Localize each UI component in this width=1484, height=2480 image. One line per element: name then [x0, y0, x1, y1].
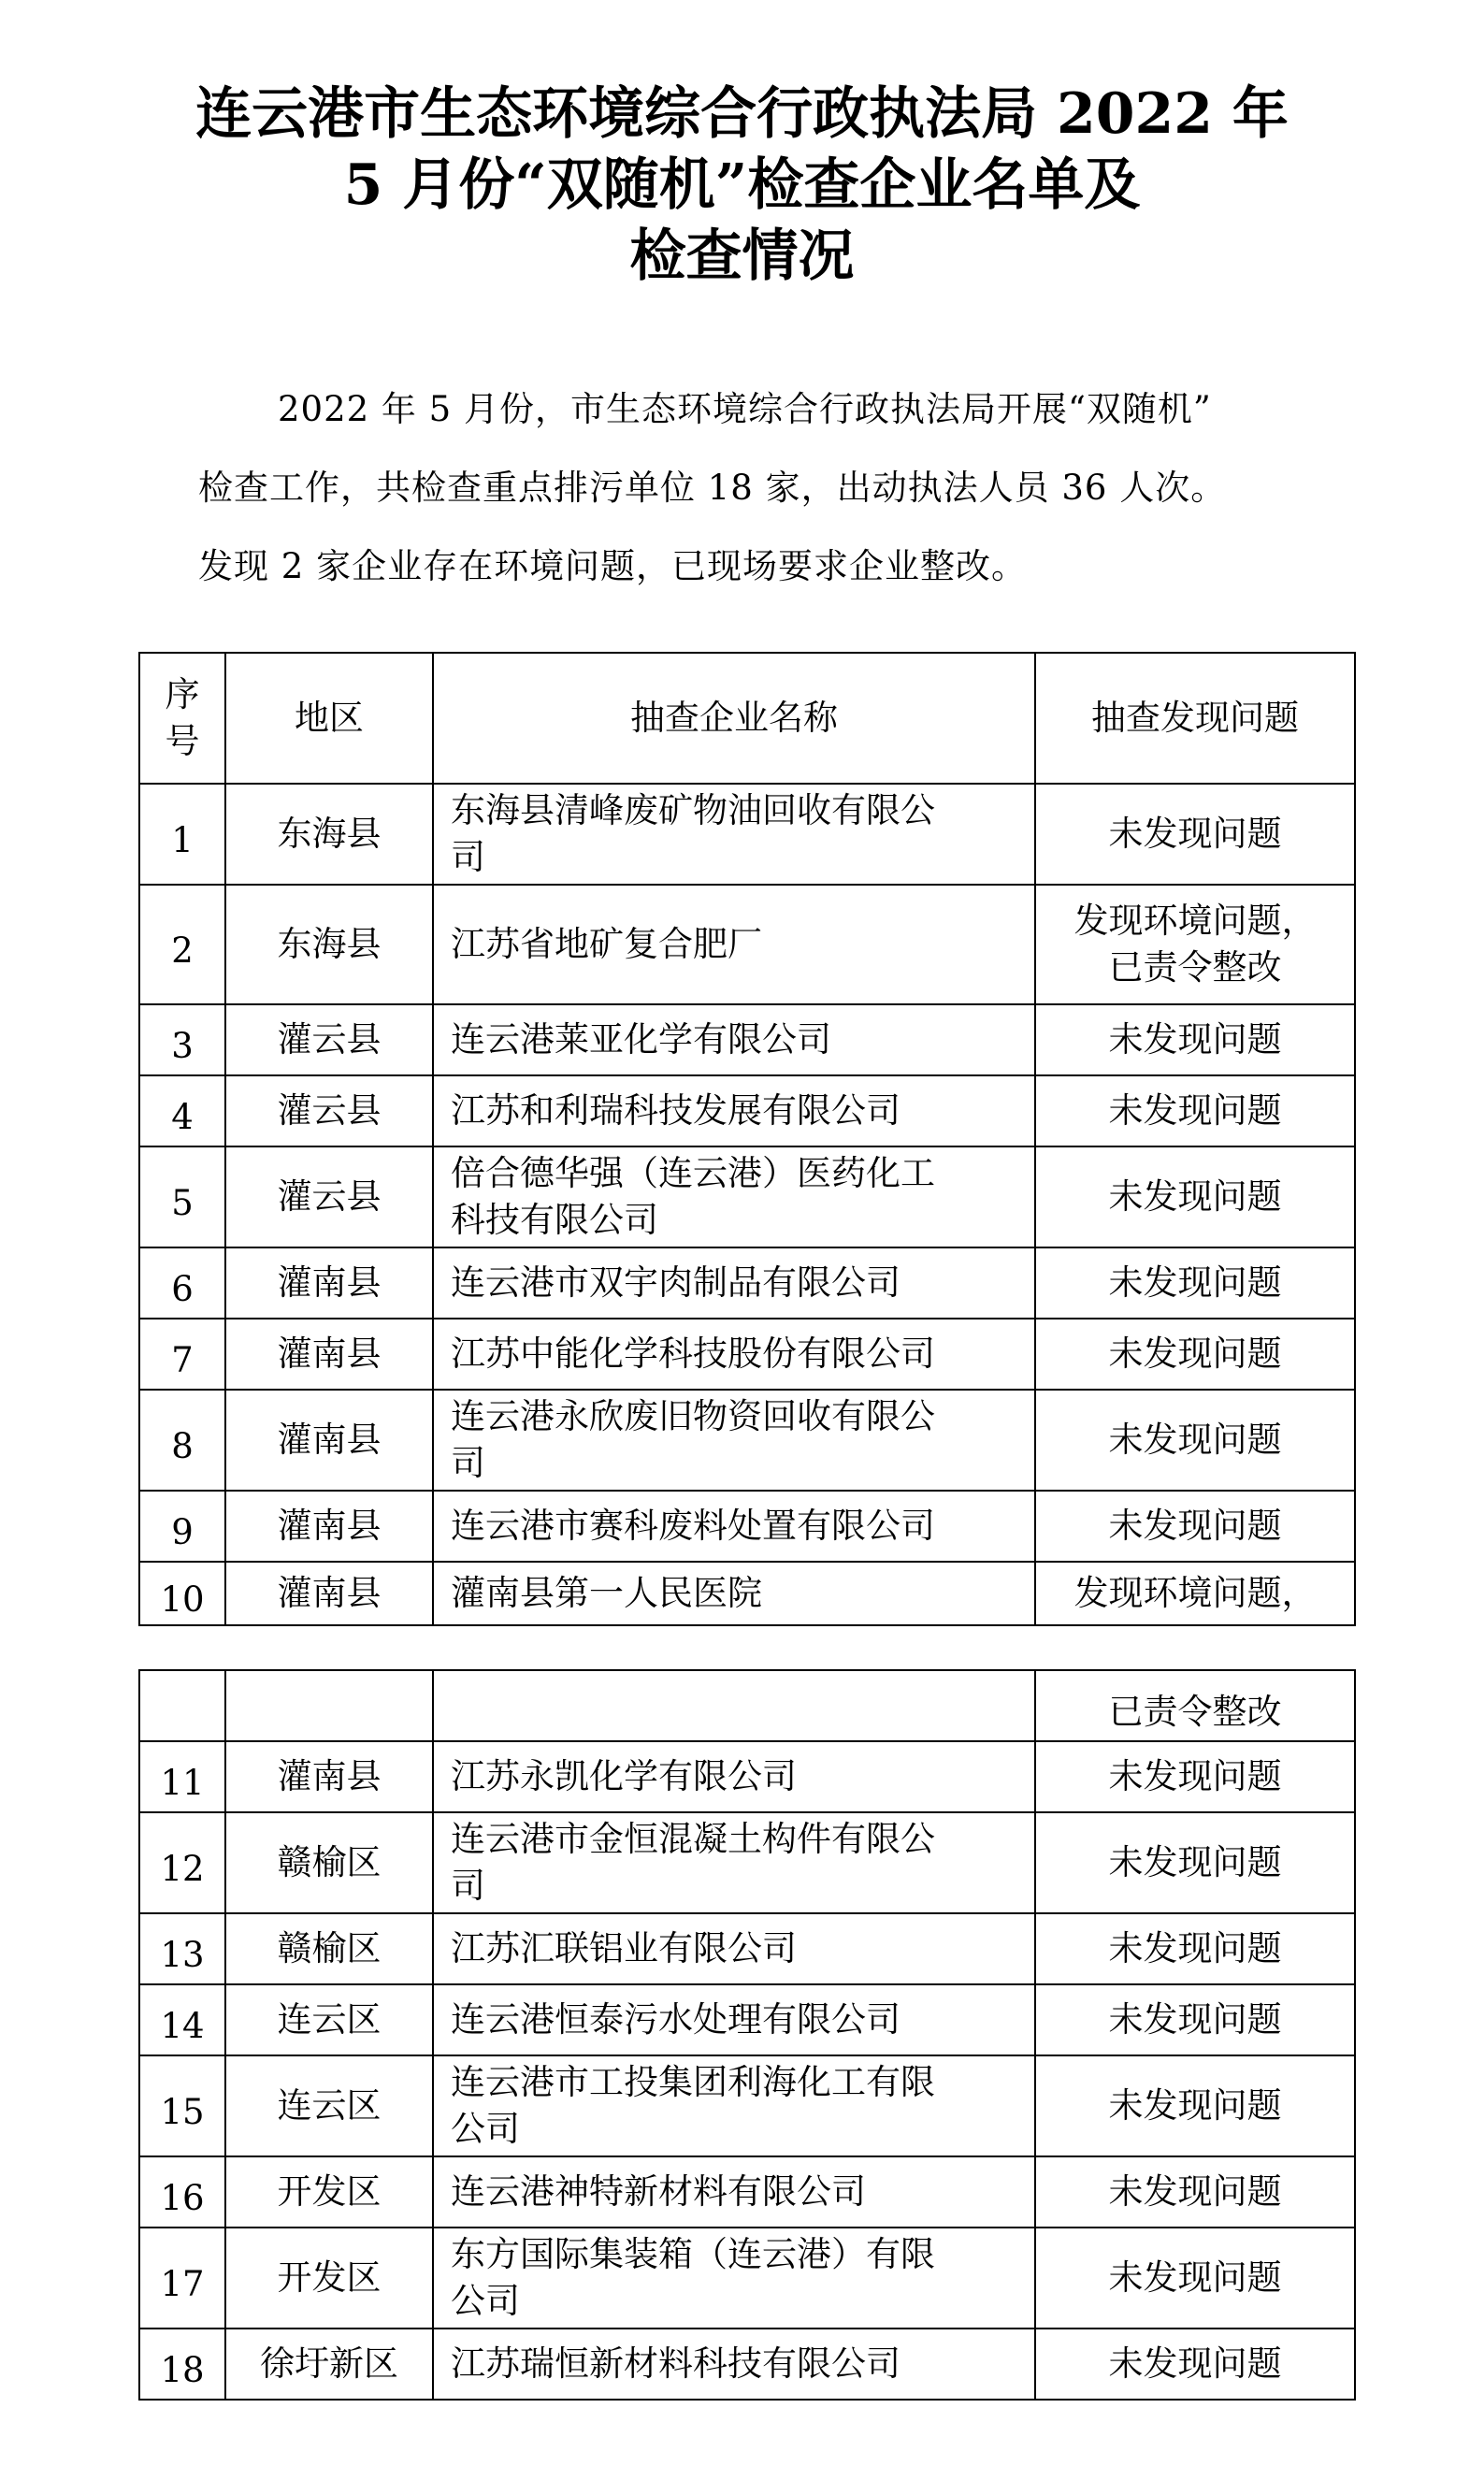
row-region: 灌南县	[225, 1741, 433, 1812]
row-number: 3	[139, 1004, 225, 1075]
page-title	[0, 79, 1484, 292]
row-region: 灌南县	[225, 1390, 433, 1491]
row-result: 未发现问题	[1035, 1491, 1355, 1562]
row-region: 东海县	[225, 885, 433, 1004]
intro-line-1: 2022 年 5 月份，市生态环境综合行政执法局开展“双随机”	[278, 389, 1212, 429]
table-row	[139, 1812, 1355, 1913]
row-result: 未发现问题	[1035, 2156, 1355, 2228]
row-result: 发现环境问题，	[1035, 1562, 1355, 1625]
row-result: 已责令整改	[1035, 1670, 1355, 1741]
row-company: 连云港恒泰污水处理有限公司	[433, 1984, 1035, 2055]
row-number: 10	[139, 1562, 225, 1625]
row-company: 江苏瑞恒新材料科技有限公司	[433, 2329, 1035, 2400]
table-row	[139, 1319, 1355, 1390]
row-result: 未发现问题	[1035, 2329, 1355, 2400]
table-row	[139, 2329, 1355, 2400]
title-line-2: 5 月份“双随机”检查企业名单及	[343, 152, 1141, 218]
row-region: 灌云县	[225, 1075, 433, 1146]
row-company: 江苏汇联铝业有限公司	[433, 1913, 1035, 1984]
row-result: 发现环境问题， 已责令整改	[1035, 885, 1355, 1004]
row-company: 连云港市工投集团利海化工有限 公司	[433, 2055, 1035, 2156]
table-row	[139, 1146, 1355, 1247]
row-region: 灌南县	[225, 1562, 433, 1625]
table-row	[139, 885, 1355, 1004]
row-number: 12	[139, 1812, 225, 1913]
row-company: 连云港莱亚化学有限公司	[433, 1004, 1035, 1075]
row-company: 连云港市双宇肉制品有限公司	[433, 1247, 1035, 1319]
header-result: 抽查发现问题	[1035, 653, 1355, 784]
row-result: 未发现问题	[1035, 1247, 1355, 1319]
row-result: 未发现问题	[1035, 1812, 1355, 1913]
row-number: 17	[139, 2228, 225, 2329]
row-region: 灌南县	[225, 1319, 433, 1390]
row-company: 江苏和利瑞科技发展有限公司	[433, 1075, 1035, 1146]
inspection-table-part-1	[138, 652, 1356, 1626]
table-row	[139, 1075, 1355, 1146]
row-result: 未发现问题	[1035, 1913, 1355, 1984]
row-company: 江苏省地矿复合肥厂	[433, 885, 1035, 1004]
row-company: 连云港市赛科废料处置有限公司	[433, 1491, 1035, 1562]
row-number: 11	[139, 1741, 225, 1812]
row-result: 未发现问题	[1035, 1390, 1355, 1491]
row-region: 赣榆区	[225, 1812, 433, 1913]
table-header-row	[139, 653, 1355, 784]
row-number: 13	[139, 1913, 225, 1984]
row-region	[225, 1670, 433, 1741]
row-result: 未发现问题	[1035, 1984, 1355, 2055]
row-number: 7	[139, 1319, 225, 1390]
table-row	[139, 1913, 1355, 1984]
row-company: 连云港神特新材料有限公司	[433, 2156, 1035, 2228]
row-number: 8	[139, 1390, 225, 1491]
row-company: 东方国际集装箱（连云港）有限 公司	[433, 2228, 1035, 2329]
intro-paragraph	[198, 370, 1325, 606]
row-result: 未发现问题	[1035, 2055, 1355, 2156]
row-number: 6	[139, 1247, 225, 1319]
row-number: 1	[139, 784, 225, 885]
row-result: 未发现问题	[1035, 1075, 1355, 1146]
row-company: 灌南县第一人民医院	[433, 1562, 1035, 1625]
row-number: 9	[139, 1491, 225, 1562]
row-region: 灌南县	[225, 1247, 433, 1319]
table-row	[139, 1004, 1355, 1075]
row-region: 东海县	[225, 784, 433, 885]
intro-line-2: 检查工作，共检查重点排污单位 18 家，出动执法人员 36 人次。	[198, 468, 1227, 508]
row-region: 开发区	[225, 2156, 433, 2228]
header-region: 地区	[225, 653, 433, 784]
table-row	[139, 1984, 1355, 2055]
row-number: 5	[139, 1146, 225, 1247]
header-no: 序 号	[139, 653, 225, 784]
row-company	[433, 1670, 1035, 1741]
row-company: 东海县清峰废矿物油回收有限公 司	[433, 784, 1035, 885]
row-region: 灌南县	[225, 1491, 433, 1562]
row-result: 未发现问题	[1035, 784, 1355, 885]
row-result: 未发现问题	[1035, 1741, 1355, 1812]
row-number: 15	[139, 2055, 225, 2156]
row-number: 4	[139, 1075, 225, 1146]
row-company: 连云港市金恒混凝土构件有限公 司	[433, 1812, 1035, 1913]
row-company: 江苏中能化学科技股份有限公司	[433, 1319, 1035, 1390]
row-region: 连云区	[225, 1984, 433, 2055]
table-row	[139, 784, 1355, 885]
row-region: 灌云县	[225, 1004, 433, 1075]
row-region: 开发区	[225, 2228, 433, 2329]
table-row	[139, 1562, 1355, 1625]
row-company: 江苏永凯化学有限公司	[433, 1741, 1035, 1812]
row-region: 灌云县	[225, 1146, 433, 1247]
title-line-3: 检查情况	[629, 223, 855, 289]
row-company: 倍合德华强（连云港）医药化工 科技有限公司	[433, 1146, 1035, 1247]
row-company: 连云港永欣废旧物资回收有限公 司	[433, 1390, 1035, 1491]
table-row	[139, 2156, 1355, 2228]
row-region: 赣榆区	[225, 1913, 433, 1984]
inspection-table-part-2	[138, 1669, 1356, 2401]
intro-line-3: 发现 2 家企业存在环境问题，已现场要求企业整改。	[198, 546, 1028, 586]
row-number: 14	[139, 1984, 225, 2055]
table-row	[139, 1247, 1355, 1319]
table-row-continuation	[139, 1670, 1355, 1741]
row-result: 未发现问题	[1035, 1004, 1355, 1075]
title-line-1: 连云港市生态环境综合行政执法局 2022 年	[195, 81, 1289, 147]
row-region: 连云区	[225, 2055, 433, 2156]
row-number	[139, 1670, 225, 1741]
row-region: 徐圩新区	[225, 2329, 433, 2400]
row-result: 未发现问题	[1035, 2228, 1355, 2329]
table-row	[139, 1491, 1355, 1562]
table-row	[139, 2228, 1355, 2329]
table-row	[139, 1741, 1355, 1812]
row-number: 18	[139, 2329, 225, 2400]
header-company: 抽查企业名称	[433, 653, 1035, 784]
table-row	[139, 2055, 1355, 2156]
row-result: 未发现问题	[1035, 1319, 1355, 1390]
table-row	[139, 1390, 1355, 1491]
row-result: 未发现问题	[1035, 1146, 1355, 1247]
row-number: 2	[139, 885, 225, 1004]
row-number: 16	[139, 2156, 225, 2228]
